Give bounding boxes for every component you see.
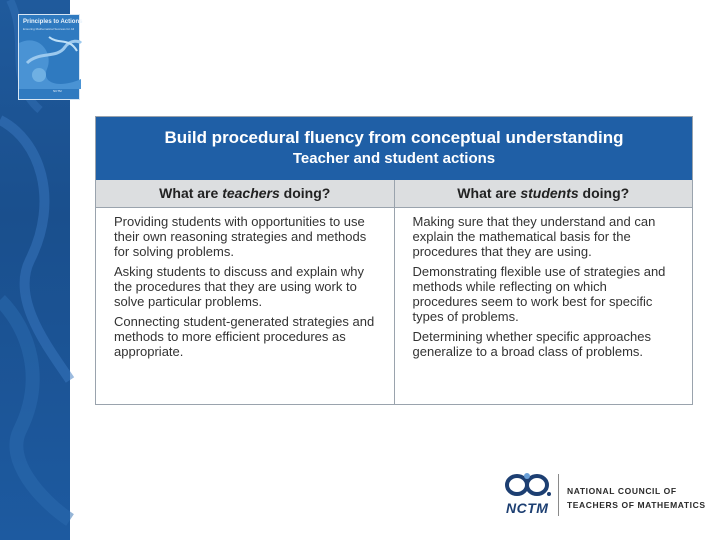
student-action-item: Demonstrating flexible use of strategies and methods while reflecting on which procedures seem to work best for specific types of problems. [412, 264, 666, 324]
table-header [96, 117, 692, 180]
book-subtitle: Ensuring Mathematical Success for All [23, 27, 75, 31]
column-headers [96, 180, 692, 208]
logo-line-2: TEACHERS OF MATHEMATICS [567, 500, 706, 510]
student-actions-column [394, 208, 693, 405]
logo-line-1: NATIONAL COUNCIL OF [567, 486, 677, 496]
teachers-head-prefix: What are [159, 185, 223, 201]
teacher-actions-column [96, 208, 394, 405]
table-body [96, 208, 692, 405]
teachers-column-header [96, 180, 394, 207]
teacher-action-item: Providing students with opportunities to use their own reasoning strategies and methods for solving problems. [114, 214, 367, 259]
book-cover-art [19, 33, 81, 89]
table-title: Build procedural fluency from conceptual understanding [164, 128, 624, 147]
teachers-head-suffix: doing? [279, 185, 331, 201]
book-title: Principles to Actions [23, 19, 83, 25]
student-action-item: Making sure that they understand and can explain the mathematical basis for the procedures that they are using. [412, 214, 656, 259]
teachers-head-emphasis: teachers [222, 185, 280, 201]
actions-table [95, 116, 693, 405]
book-cover-thumbnail [18, 14, 83, 100]
teacher-action-item: Asking students to discuss and explain why the procedures that they are using work to solve particular problems. [114, 264, 365, 309]
students-head-suffix: doing? [578, 185, 630, 201]
students-head-prefix: What are [457, 185, 521, 201]
students-column-header [394, 180, 693, 207]
students-head-emphasis: students [520, 185, 579, 201]
nctm-logo [503, 470, 706, 520]
student-action-item: Determining whether specific approaches generalize to a broad class of problems. [412, 329, 651, 359]
table-subtitle: Teacher and student actions [292, 150, 496, 167]
logo-divider [558, 474, 559, 516]
nctm-infinity-mark-icon [503, 470, 555, 500]
book-publisher: NCTM [53, 89, 62, 93]
logo-acronym: NCTM [506, 500, 549, 516]
teacher-action-item: Connecting student-generated strategies and methods to more efficient procedures as appropriate. [114, 314, 375, 359]
